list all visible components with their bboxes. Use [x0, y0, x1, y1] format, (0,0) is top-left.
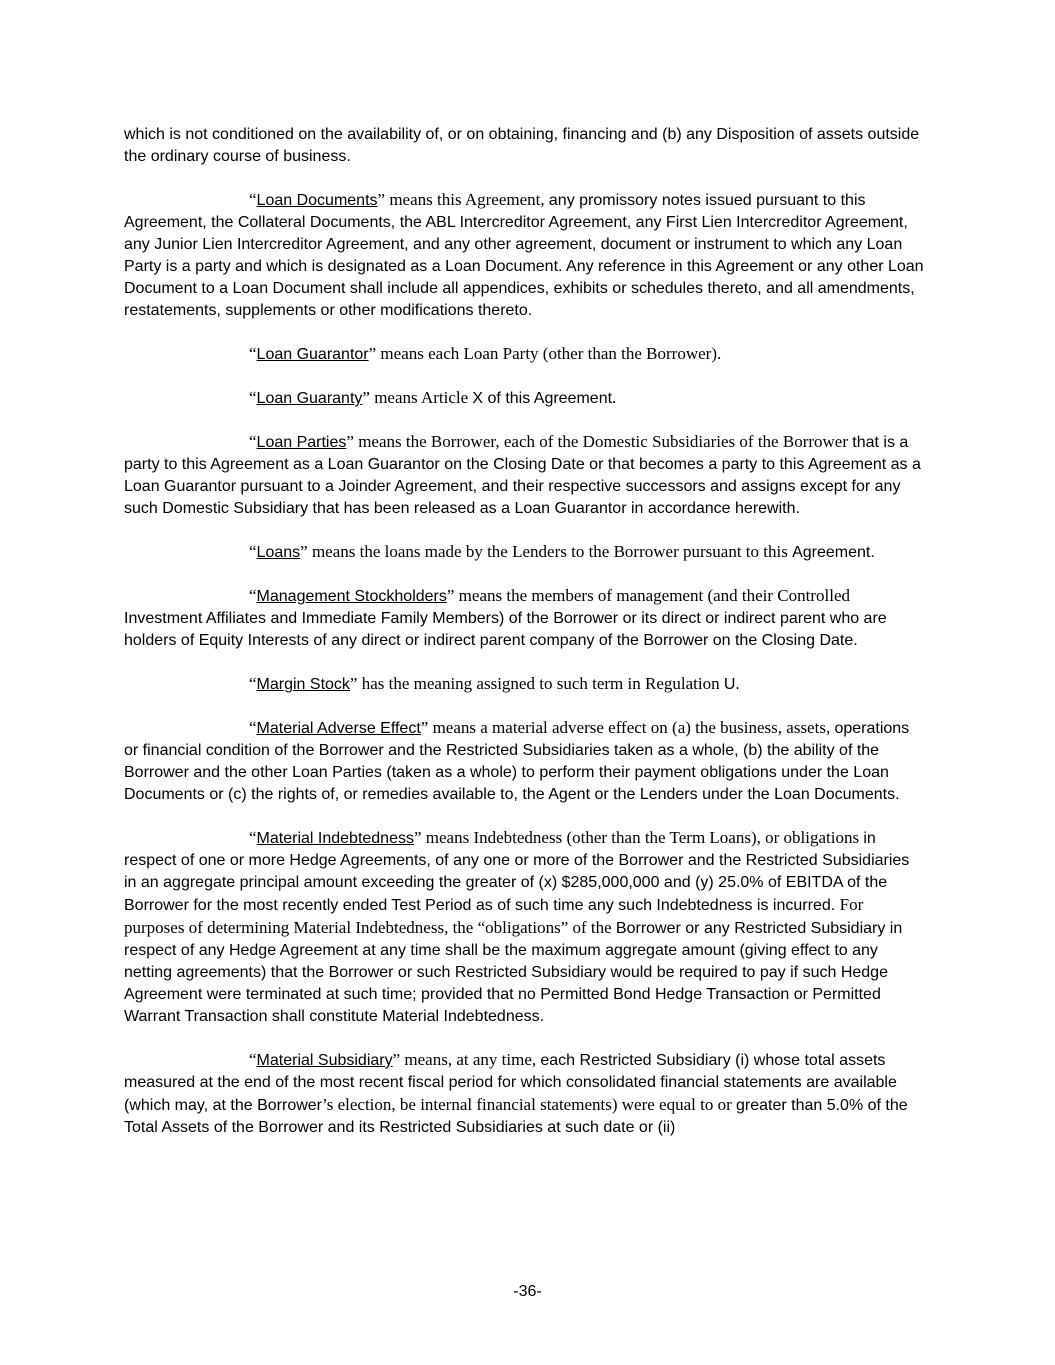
defined-term: Material Subsidiary	[256, 1052, 393, 1069]
definition-margin-stock: “Margin Stock” has the meaning assigned to such term in Regulation U.	[249, 674, 740, 693]
paragraph-text: which is not conditioned on the availability of, or on obtaining, financing and (b) any Disposition of assets outside the ordinary course of business.	[124, 126, 920, 165]
defined-term: Loans	[256, 544, 301, 561]
paragraph-continuation	[124, 124, 924, 168]
definition-loan-documents: “Loan Documents” means this Agreement, any promissory notes issued pursuant to this Agreement, the Collateral Documents, the ABL Intercreditor Agreement, any First Lien Intercreditor Agreement, any Junior Lien Intercreditor Agreement, and any other agreement, document or instrument to which any Loan Party is a party and which is designated as a Loan Document. Any reference in this Agreement or any other Loan Document to a Loan Document shall include all appendices, exhibits or schedules thereto, and all amendments, restatements, supplements or other modifications thereto.	[124, 190, 924, 319]
definition-material-adverse-effect: “Material Adverse Effect” means a material adverse effect on (a) the business, assets, operations or financial condition of the Borrower and the Restricted Subsidiaries taken as a whole, (b) the ability of the Borrower and the other Loan Parties (taken as a whole) to perform their payment obligations under the Loan Documents or (c) the rights of, or remedies available to, the Agent or the Lenders under the Loan Documents.	[124, 718, 910, 803]
defined-term: Material Indebtedness	[256, 830, 414, 847]
defined-term: Loan Guarantor	[256, 346, 369, 363]
document-page	[124, 124, 924, 1160]
definition-management-stockholders: “Management Stockholders” means the members of management (and their Controlled Investment Affiliates and Immediate Family Members) of the Borrower or its direct or indirect parent who are holders of Equity Interests of any direct or indirect parent company of the Borrower on the Closing Date.	[124, 586, 887, 649]
defined-term: Management Stockholders	[256, 588, 447, 605]
definition-material-indebtedness: “Material Indebtedness” means Indebtedness (other than the Term Loans), or obligations in respect of one or more Hedge Agreements, of any one or more of the Borrower and the Restricted Subsidiaries in an aggregate principal amount exceeding the greater of (x) $285,000,000 and (y) 25.0% of EBITDA of the Borrower for the most recently ended Test Period as of such time any such Indebtedness is incurred. For purposes of determining Material Indebtedness, the “obligations” of the Borrower or any Restricted Subsidiary in respect of any Hedge Agreement at any time shall be the maximum aggregate amount (giving effect to any netting agreements) that the Borrower or such Restricted Subsidiary would be required to pay if such Hedge Agreement were terminated at such time; provided that no Permitted Bond Hedge Transaction or Permitted Warrant Transaction shall constitute Material Indebtedness.	[124, 828, 910, 1025]
defined-term: Loan Parties	[256, 434, 347, 451]
definition-loan-guaranty: “Loan Guaranty” means Article X of this Agreement.	[249, 388, 617, 407]
definition-loans: “Loans” means the loans made by the Lenders to the Borrower pursuant to this Agreement.	[249, 542, 875, 561]
defined-term: Loan Documents	[256, 192, 378, 209]
page-number: -36-	[513, 1283, 542, 1300]
definition-loan-guarantor: “Loan Guarantor” means each Loan Party (other than the Borrower).	[249, 344, 722, 363]
definition-loan-parties: “Loan Parties” means the Borrower, each of the Domestic Subsidiaries of the Borrower that is a party to this Agreement as a Loan Guarantor on the Closing Date or that becomes a party to this Agreement as a Loan Guarantor pursuant to a Joinder Agreement, and their respective successors and assigns except for any such Domestic Subsidiary that has been released as a Loan Guarantor in accordance herewith.	[124, 432, 921, 517]
defined-term: Margin Stock	[256, 676, 350, 693]
definition-material-subsidiary: “Material Subsidiary” means, at any time, each Restricted Subsidiary (i) whose total assets measured at the end of the most recent fiscal period for which consolidated financial statements are available (which may, at the Borrower’s election, be internal financial statements) were equal to or greater than 5.0% of the Total Assets of the Borrower and its Restricted Subsidiaries at such date or (ii)	[124, 1050, 908, 1136]
defined-term: Material Adverse Effect	[256, 720, 421, 737]
defined-term: Loan Guaranty	[256, 390, 363, 407]
